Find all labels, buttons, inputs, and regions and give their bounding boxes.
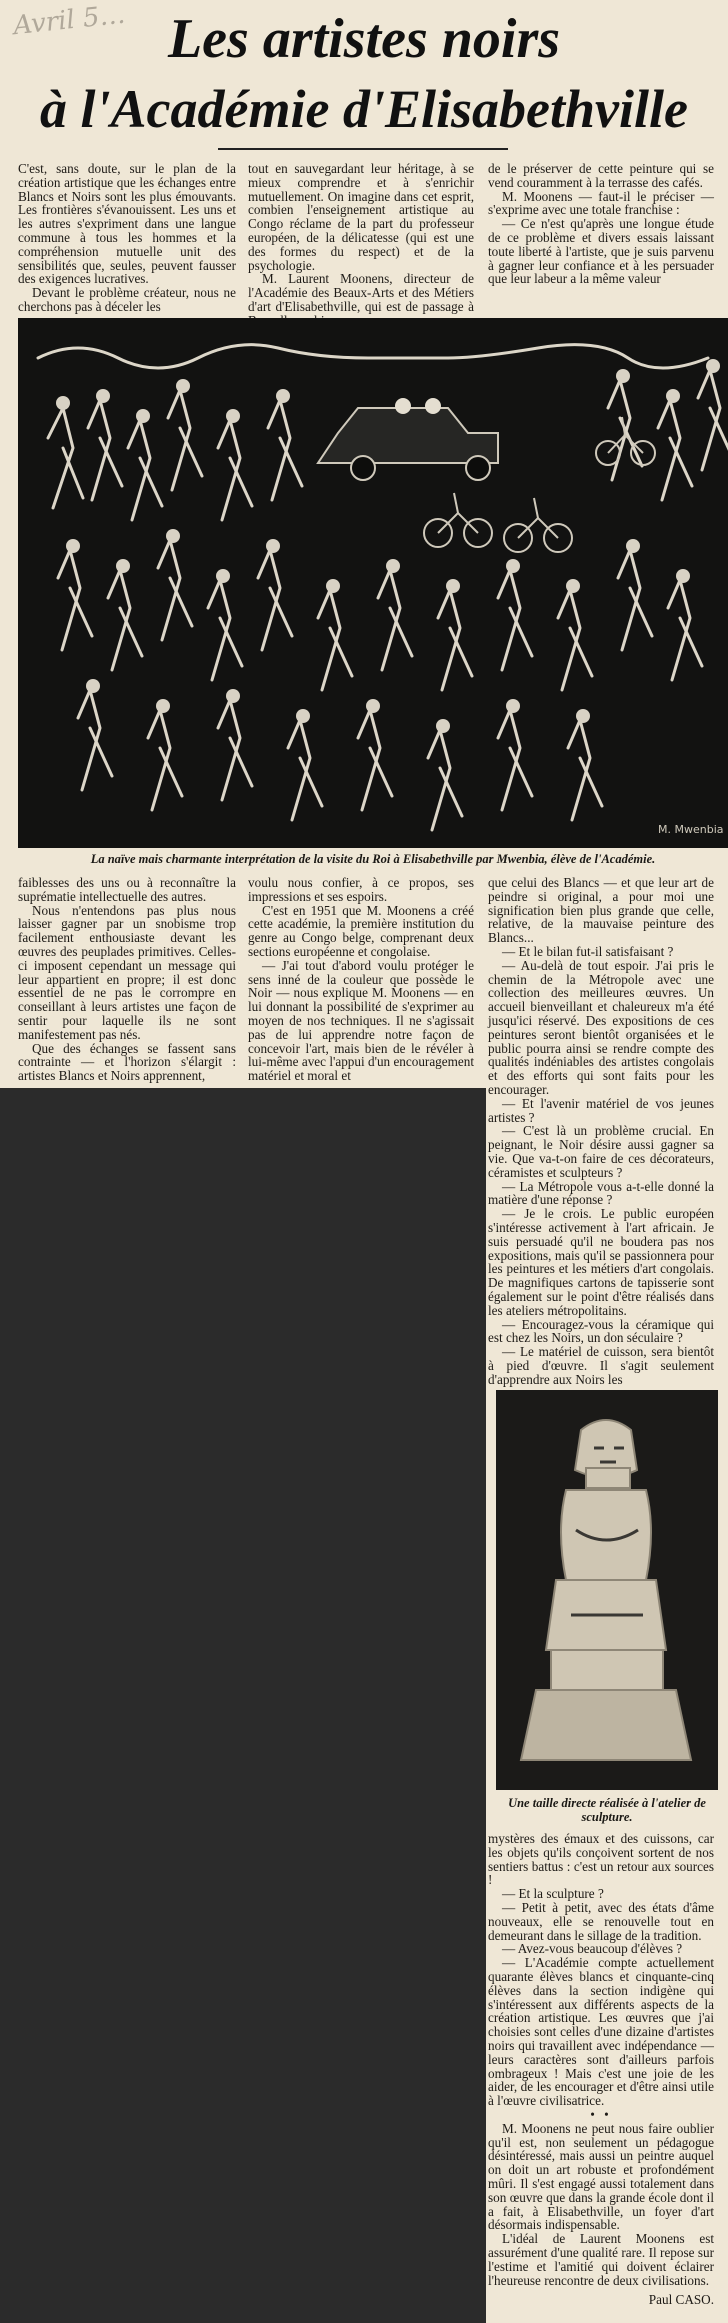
handwritten-note: Avril 5… [11,0,127,42]
paragraph: — Petit à petit, avec des états d'âme nouveaux, elle se renouvelle tout en demeurant dans le sillage de la tradition. [488,1899,714,1943]
paragraph: Devant le problème créateur, nous ne cherchons pas à déceler les [18,285,236,314]
headline-line-1: Les artistes noirs [167,8,561,70]
column-2-top [248,162,474,328]
painting-caption: La naïve mais charmante interprétation de la visite du Roi à Elisabethville par Mwenbia, élève de l'Académie. [90,852,656,866]
paragraph: — J'ai tout d'abord voulu protéger le sens inné de la couleur que possède le Noir — nous explique M. Moonens — en lui donnant la possibilité de s'exprimer au moyen de nos techniques. Il ne s'agissait pas de lui apprendre notre façon de concevoir l'art, mais bien de le révéler à lui-même avec l'appui d'un encouragement matériel et moral et [248,957,474,1084]
painting-signature: M. Mwenbia [658,823,724,836]
column-1-top [18,162,236,314]
paragraph: — Le matériel de cuisson, sera bientôt à pied d'œuvre. Il s'agit seulement d'apprendre aux Noirs les [488,1344,714,1387]
headline-line-2: à l'Académie d'Elisabethville [40,79,688,139]
paragraph: — Au-delà de tout espoir. J'ai pris le chemin de la Métropole avec une collection des meilleures œuvres. Un accueil bienveillant et chaleureux m'a été jusqu'ici réservé. Des expositions de ces peintures seront bientôt organisées et le public pourra ainsi se rendre compte des qualités indéniables des artistes congolais et des efforts qui sont faits pour les encourager. [488,957,714,1097]
paragraph: Que des échanges se fassent sans contrainte — et l'horizon s'élargit : artistes Blancs et Noirs apprennent, [18,1040,236,1084]
paragraph: que celui des Blancs — et que leur art de peindre si original, a pour moi une signification bien plus grande que celle, relative, de la mauvaise peinture des Blancs... [488,875,714,946]
column-3-bottom [488,1832,714,2307]
paragraph: faiblesses des uns ou à reconnaître la suprématie intellectuelle des autres. [18,875,236,904]
paragraph: C'est en 1951 que M. Moonens a créé cette académie, la première institution du genre au Congo belge, comprenant deux sections européenne et congolaise. [248,902,474,959]
sculpture-illustration [496,1390,718,1790]
painting-illustration [18,318,728,848]
paragraph: mystères des émaux et des cuissons, car les objets qu'ils conçoivent sortent de nos sentiers battus : c'est un retour aux sources ! [488,1831,714,1888]
paragraph: — Et la sculpture ? [502,1886,604,1902]
paragraph: — C'est là un problème crucial. En peignant, le Noir désire aussi gagner sa vie. Que va-t-on faire de ces décorateurs, céramistes et sculpteurs ? [488,1123,714,1180]
paragraph: M. Laurent Moonens, directeur de l'Académie des Beaux-Arts et des Métiers d'art d'Elisabethville, qui est de passage à [248,271,474,314]
column-3-top [488,162,714,286]
paragraph: Nous n'entendons pas plus nous laisser gagner par un snobisme trop facilement enthousiaste devant les œuvres des peuplades primitives. Celles-ci imposent cependant un message qui leur appartient en propre; il est donc essentiel de ne pas le corrompre en conseillant à leurs artistes une façon de sentir pour laquelle ils ne sont manifestement pas nés. [18,902,236,1042]
author-signature: Paul CASO. [648,2292,714,2308]
paragraph: — La Métropole vous a-t-elle donné la matière d'une réponse ? [488,1178,714,1208]
section-separator: • • [590,2106,612,2122]
paragraph: M. Moonens ne peut nous faire oublier qu'il est, non seulement un pédagogue désintéressé, mais aussi un peintre auquel on doit un art robuste et profondément mûri. Il s'est engagé aussi totalement dans son œuvre que dans la grande école dont il a fait, à Elisabethville, un foyer d'art désormais indispensable. [488,2120,714,2233]
paragraph: M. Moonens — faut-il le préciser — s'exprime avec une totale franchise : [488,188,714,218]
sculpture-photo [496,1390,718,1790]
paragraph: C'est, sans doute, sur le plan de la création artistique que les échanges entre Blancs et Noirs sont les plus émouvants. Les frontières s'évanouissent. Les uns et les autres s'expriment dans une langue commune à tous les hommes et la compréhension mutuelle unit des sensibilités que, seules, peuvent fausser des exigences lucratives. [18,161,236,287]
paragraph: L'idéal de Laurent Moonens est assurément d'une qualité rare. Il repose sur l'estime et l'amitié qui doivent éclairer l'heureuse rencontre de deux civilisations. [488,2231,714,2288]
headline-rule [218,148,508,150]
sculpture-caption: Une taille directe réalisée à l'atelier de sculpture. [508,1796,706,1824]
paragraph: de le préserver de cette peinture qui se vend couramment à la terrasse des cafés. [488,161,714,190]
column-1-middle [18,876,236,1083]
paragraph: — Avez-vous beaucoup d'élèves ? [502,1941,683,1957]
paragraph: — L'Académie compte actuellement quarante élèves blancs et cinquante-cinq élèves dans la section indigène qui s'intéressent aux différents aspects de la création artistique. Les œuvres que j'ai choisies sont celles d'une dizaine d'artistes noirs qui travaillent avec indépendance — leurs caractères sont d'ailleurs parfois ombrageux ! Mais c'est une joie de les aider, de les encourager et d'être ainsi utile à l'œuvre civilisatrice. [488,1955,714,2109]
column-3-middle [488,876,714,1386]
paragraph: — Et l'avenir matériel de vos jeunes artistes ? [488,1095,714,1125]
paragraph: — Ce n'est qu'après une longue étude de ce problème et divers essais laissant toute liberté à l'artiste, que je suis parvenu à gagner leur confiance et à les persuader que leur labeur a la même valeur [488,216,714,287]
paragraph: — Encouragez-vous la céramique qui est chez les Noirs, un don séculaire ? [488,1316,714,1346]
paragraph: voulu nous confier, à ce propos, ses impressions et ses espoirs. [248,875,474,904]
paragraph: tout en sauvegardant leur héritage, à se mieux comprendre et à s'enrichir mutuellement. On imagine dans cet esprit, combien l'enseignement artistique au Congo réclame de la part du professeur européen, de la délicatesse (qui est une des formes du respect) et de la psychologie. [248,161,474,273]
column-2-middle [248,876,474,1083]
paragraph: — Je le crois. Le public européen s'intéresse activement à l'art africain. Je suis persuadé qu'il ne boudera pas nos expositions, mais qu'il se passionnera pour les peintures et les métiers d'art congolais. De magnifiques cartons de tapisserie sont également sur le point d'être réalisés dans les ateliers métropolitains. [488,1206,714,1318]
paragraph: — Et le bilan fut-il satisfaisant ? [502,943,674,959]
painting-royal-visit [18,318,728,848]
